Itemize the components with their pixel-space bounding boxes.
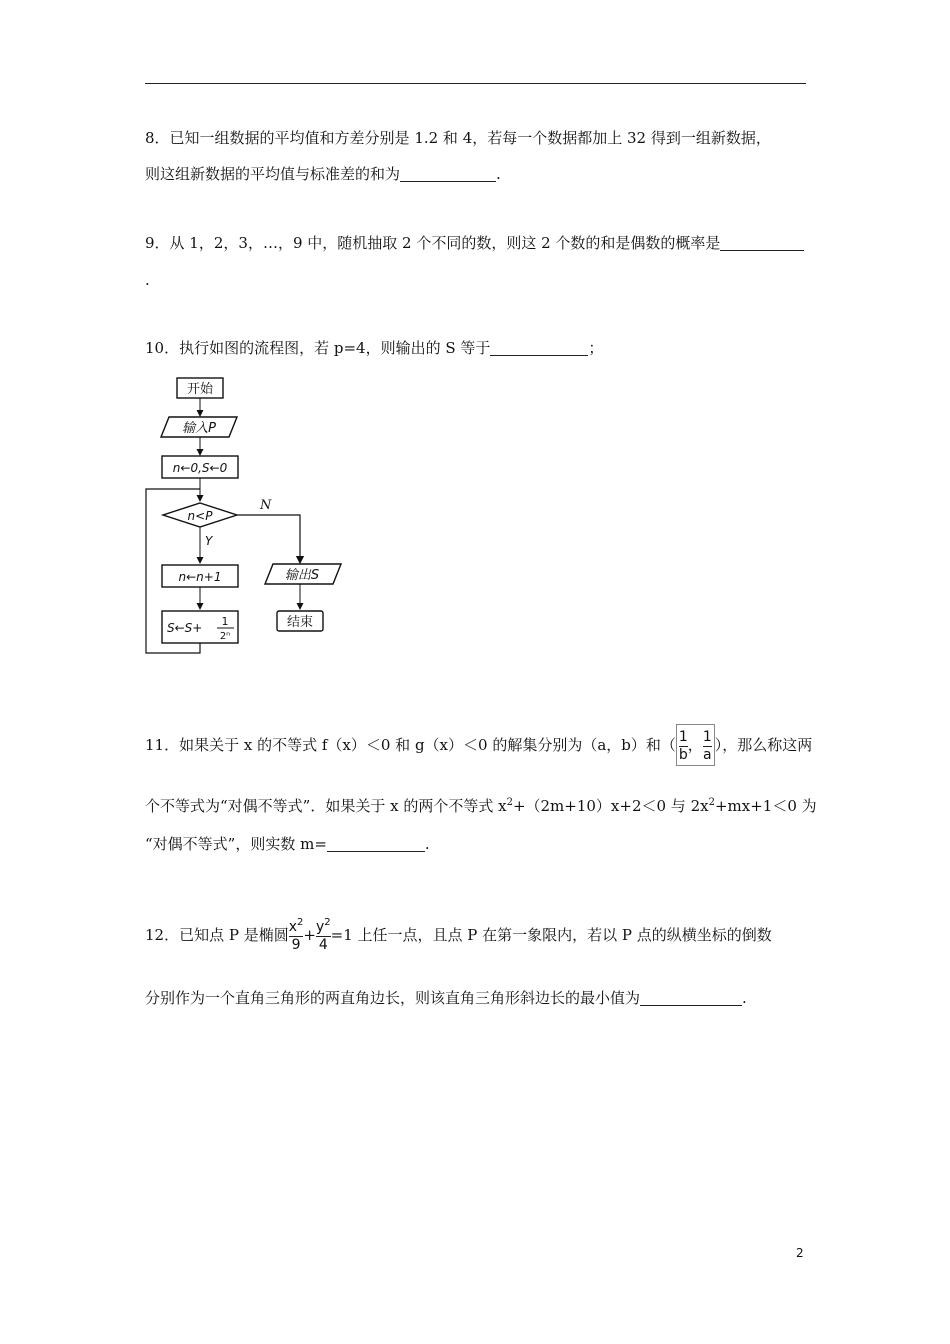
q11-frac-sep: ， <box>687 736 703 754</box>
page-number: 2 <box>796 1246 804 1260</box>
flow-input-label: 输入P <box>182 421 216 436</box>
flow-sum-label: S←S+ <box>167 621 203 635</box>
q10-semicolon: ； <box>588 339 604 357</box>
header-rule <box>145 83 806 84</box>
q10-line1 <box>145 338 603 358</box>
q12-answer-blank <box>640 990 742 1006</box>
q12-line1: 12．已知点 P 是椭圆 $\frac{x^2}{9}$ + $\frac{y^2}{4}$ =1 上任一点，且点 P 在第一象限内，若以 P 点的纵横坐标的倒数 <box>145 916 772 953</box>
q12-frac-y: $\frac{y^2}{4}$ <box>315 916 331 953</box>
q9-answer-blank <box>720 235 804 251</box>
q11-line1 <box>145 724 812 764</box>
q11-answer-blank <box>327 836 425 852</box>
q11-frac-1: $\frac{1}{b}$ <box>678 728 688 763</box>
q8-period: . <box>496 165 501 183</box>
flow-decision-label: n<P <box>187 509 213 523</box>
q11-line3: “对偶不等式”，则实数 m= . <box>145 835 430 853</box>
flow-incr-label: n←n+1 <box>178 570 222 584</box>
flow-sum-frac-den: 2ⁿ <box>219 631 231 642</box>
q9-line1 <box>145 233 804 253</box>
flow-sum-frac-num: 1 <box>221 615 229 628</box>
q8-answer-blank <box>400 166 496 182</box>
q12-line2: 分别作为一个直角三角形的两直角边长，则该直角三角形斜边长的最小值为 . <box>145 989 747 1007</box>
q11-fraction-group <box>676 724 715 766</box>
q11-text-a: 11．如果关于 x 的不等式 f（x）＜0 和 g（x）＜0 的解集分别为（a，b）和（ <box>145 736 676 754</box>
q11-line2: 个不等式为“对偶不等式”．如果关于 x 的两个不等式 $x^2+(2m+10)x+2<0$ 与 $2x^2+mx+1<0$ 为 <box>145 797 817 815</box>
flow-init-label: n←0,S←0 <box>172 461 228 475</box>
flow-no-label: N <box>260 498 272 513</box>
q12-frac-x: $\frac{x^2}{9}$ <box>288 916 304 953</box>
q8-text: 则这组新数据的平均值与标准差的和为 <box>145 165 401 183</box>
flow-start-label: 开始 <box>186 382 214 397</box>
q9-text: 9．从 1，2，3，…，9 中，随机抽取 2 个不同的数，则这 2 个数的和是偶数的概率是 <box>145 234 721 252</box>
q9-line2: . <box>145 271 150 289</box>
q12-text-b: =1 上任一点，且点 P 在第一象限内，若以 P 点的纵横坐标的倒数 <box>330 926 772 944</box>
q11-text-b: ），那么称这两 <box>714 736 813 754</box>
q8-line1: 8．已知一组数据的平均值和方差分别是 1.2 和 4，若每一个数据都加上 32 得到一组新数据， <box>145 129 771 147</box>
q10-text: 10．执行如图的流程图，若 p=4，则输出的 S 等于 <box>145 339 491 357</box>
flowchart <box>145 373 345 655</box>
flow-output-label: 输出S <box>284 568 320 583</box>
q11-frac-2: $\frac{1}{a}$ <box>702 728 712 763</box>
q8-line2 <box>145 164 501 184</box>
q10-answer-blank <box>490 340 588 356</box>
flow-yes-label: Y <box>205 534 213 548</box>
q12-text-a: 12．已知点 P 是椭圆 <box>145 926 289 944</box>
flow-end-label: 结束 <box>286 615 314 630</box>
